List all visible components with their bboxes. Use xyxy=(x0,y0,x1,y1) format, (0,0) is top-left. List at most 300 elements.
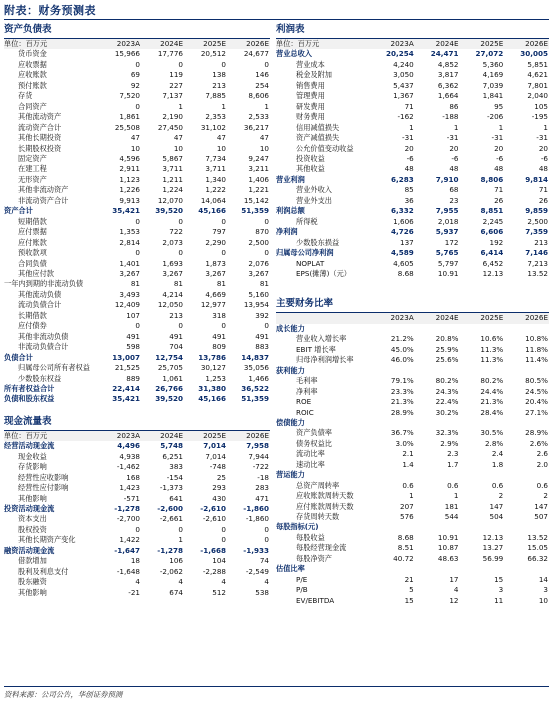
row-label: 利润总额 xyxy=(276,206,305,216)
table-row xyxy=(4,483,270,493)
cell-value: 3,817 xyxy=(437,70,459,80)
cell-value: 24,677 xyxy=(243,49,269,59)
row-label: 其他长期资产变化 xyxy=(18,535,76,545)
row-label: 毛利率 xyxy=(296,376,318,386)
table-row xyxy=(276,334,549,344)
table-row xyxy=(276,512,549,522)
cell-value: 1,401 xyxy=(119,258,140,268)
cell-value: -1,860 xyxy=(245,514,269,524)
cell-value: 2.9% xyxy=(440,438,459,448)
cell-value: 7,520 xyxy=(119,91,140,101)
cell-value: 3,267 xyxy=(119,268,140,278)
table-row xyxy=(4,504,270,514)
year-header: 2023A xyxy=(370,39,415,49)
cell-value: 56.99 xyxy=(482,553,504,563)
table-row xyxy=(4,133,270,143)
cell-value: 9,913 xyxy=(119,195,140,205)
row-label: 存货影响 xyxy=(18,462,47,472)
cell-value: 20,512 xyxy=(200,49,226,59)
cell-value: 12.13 xyxy=(482,268,504,278)
cell-value: 4 xyxy=(178,577,183,587)
row-label: 应付账款 xyxy=(18,237,47,247)
cell-value: 4,589 xyxy=(391,248,414,258)
cell-value: 383 xyxy=(169,462,183,472)
cell-value: 4,496 xyxy=(117,441,140,451)
cell-value: 39,520 xyxy=(155,394,183,404)
table-row xyxy=(276,144,549,154)
cell-value: 13.52 xyxy=(527,268,548,278)
cell-value: 28.9% xyxy=(390,407,414,417)
table-row xyxy=(4,60,270,70)
title-divider xyxy=(4,19,549,20)
table-row xyxy=(4,144,270,154)
cell-value: 27,072 xyxy=(475,49,504,59)
cell-value: 491 xyxy=(212,331,226,341)
row-label: 现金收益 xyxy=(18,451,47,461)
row-label: 合同资产 xyxy=(18,101,47,111)
cell-value: 30,005 xyxy=(520,49,548,59)
cell-value: 4,938 xyxy=(119,451,140,461)
year-header: 2023A xyxy=(98,39,141,49)
cell-value: 13,954 xyxy=(243,300,269,310)
cell-value: 4,214 xyxy=(162,289,183,299)
table-row xyxy=(276,102,549,112)
cell-value: 2.4 xyxy=(491,449,504,459)
cell-value: 883 xyxy=(255,342,269,352)
table-row xyxy=(4,269,270,279)
cell-value: 13,007 xyxy=(112,352,140,362)
cell-value: 4,169 xyxy=(482,70,504,80)
cell-value: 105 xyxy=(534,101,548,111)
cell-value: 20 xyxy=(538,143,548,153)
cell-value: 138 xyxy=(212,70,226,80)
table-row xyxy=(4,123,270,133)
cell-value: 51,359 xyxy=(241,206,269,216)
cell-value: 47 xyxy=(173,133,183,143)
cell-value: 181 xyxy=(444,501,459,511)
cell-value: 1 xyxy=(453,491,459,501)
row-label: 非流动资产合计 xyxy=(18,195,69,205)
header-row xyxy=(276,313,549,323)
row-label: EPS(摊薄)（元） xyxy=(296,268,351,278)
cell-value: -31 xyxy=(536,133,548,143)
cell-value: 1,466 xyxy=(248,373,269,383)
balance-sheet-table xyxy=(4,39,270,405)
header-row xyxy=(4,431,270,441)
row-label: P/B xyxy=(296,585,308,595)
row-label: 流动负债合计 xyxy=(18,300,62,310)
table-row xyxy=(4,91,270,101)
cell-value: 0 xyxy=(221,524,226,534)
cell-value: 71 xyxy=(404,101,414,111)
table-row xyxy=(276,248,549,258)
table-row xyxy=(4,577,270,587)
row-label: 营业外收入 xyxy=(296,185,332,195)
cell-value: 0.6 xyxy=(402,480,414,490)
cell-value: 26,766 xyxy=(155,383,183,393)
cell-value: 0 xyxy=(221,248,226,258)
table-row xyxy=(4,342,270,352)
table-row xyxy=(276,533,549,543)
table-row xyxy=(4,452,270,462)
cell-value: 10.6% xyxy=(480,334,504,344)
row-label: 其他非流动资产 xyxy=(18,185,69,195)
cell-value: 722 xyxy=(169,227,183,237)
cell-value: 10.91 xyxy=(437,268,459,278)
row-label: 归属母公司净利润 xyxy=(276,248,334,258)
cell-value: 10.8% xyxy=(525,334,548,344)
row-label: 股权投资 xyxy=(18,524,47,534)
cell-value: 2,245 xyxy=(482,216,504,226)
cell-value: 5,437 xyxy=(393,80,414,90)
cell-value: 12,050 xyxy=(157,300,183,310)
cell-value: -1,933 xyxy=(243,545,269,555)
row-label: 总资产周转率 xyxy=(296,480,340,490)
cell-value: 25.6% xyxy=(435,355,459,365)
cell-value: 0 xyxy=(135,524,140,534)
header-row xyxy=(4,39,270,49)
cell-value: 11.4% xyxy=(525,355,548,365)
ratio-group-row xyxy=(276,470,549,480)
table-row xyxy=(4,394,270,404)
row-label: 销售费用 xyxy=(296,80,325,90)
year-header: 2024E xyxy=(141,39,184,49)
ratio-group-row xyxy=(276,522,549,532)
row-label: 其他长期投资 xyxy=(18,133,62,143)
table-row xyxy=(276,502,549,512)
cell-value: 2,911 xyxy=(119,164,140,174)
cell-value: 10 xyxy=(173,143,183,153)
cell-value: 6,606 xyxy=(480,227,504,237)
table-row xyxy=(276,460,549,470)
row-label: 资本支出 xyxy=(18,514,47,524)
cell-value: 1,422 xyxy=(119,535,140,545)
cell-value: 7,146 xyxy=(525,248,548,258)
cell-value: 47 xyxy=(216,133,226,143)
cell-value: 0 xyxy=(264,524,269,534)
cell-value: 22,414 xyxy=(112,383,140,393)
cell-value: 48 xyxy=(404,164,414,174)
cell-value: 48 xyxy=(538,164,548,174)
cell-value: 25.9% xyxy=(435,344,459,354)
row-label: 借款增加 xyxy=(18,556,47,566)
cell-value: 2.3 xyxy=(447,449,459,459)
cell-value: -1,668 xyxy=(200,545,226,555)
ratio-group-row xyxy=(276,418,549,428)
cell-value: -6 xyxy=(406,153,414,163)
cell-value: 15.05 xyxy=(527,543,548,553)
cell-value: 2.8% xyxy=(484,438,504,448)
row-label: 应付账款周转天数 xyxy=(296,501,354,511)
cell-value: -154 xyxy=(166,472,183,482)
cell-value: 1 xyxy=(409,491,414,501)
cell-value: 25,705 xyxy=(157,363,183,373)
row-label: 每股收益 xyxy=(296,532,325,542)
cell-value: 870 xyxy=(255,227,269,237)
cell-value: 7,734 xyxy=(205,153,226,163)
cell-value: 1,367 xyxy=(393,91,414,101)
cell-value: 12,977 xyxy=(200,300,226,310)
cell-value: 0 xyxy=(221,59,226,69)
cell-value: 293 xyxy=(212,483,226,493)
cell-value: -206 xyxy=(486,112,504,122)
cell-value: 507 xyxy=(534,512,548,522)
row-label: 一年内到期的非流动负债 xyxy=(4,279,84,289)
cell-value: 504 xyxy=(489,512,504,522)
cell-value: 2,076 xyxy=(248,258,269,268)
cell-value: 10 xyxy=(259,143,269,153)
cell-value: 92 xyxy=(130,80,140,90)
table-row xyxy=(276,355,549,365)
cell-value: 20 xyxy=(404,143,414,153)
cell-value: 22.4% xyxy=(435,397,459,407)
table-row xyxy=(276,238,549,248)
year-header: 2023A xyxy=(370,313,415,323)
cell-value: 4,726 xyxy=(391,227,414,237)
cell-value: 7,944 xyxy=(248,451,269,461)
cell-value: -31 xyxy=(446,133,459,143)
cell-value: 213 xyxy=(169,310,183,320)
cell-value: -2,700 xyxy=(116,514,140,524)
cell-value: 71 xyxy=(494,185,504,195)
table-row xyxy=(4,154,270,164)
cell-value: 0 xyxy=(135,216,140,226)
cell-value: 36,217 xyxy=(243,122,269,132)
cell-value: 1,224 xyxy=(162,185,183,195)
header-row xyxy=(276,39,549,49)
cell-value: 3 xyxy=(498,585,504,595)
row-label: 短期借款 xyxy=(18,216,47,226)
row-label: 长期借款 xyxy=(18,310,47,320)
cell-value: 2.1 xyxy=(402,449,414,459)
cell-value: 318 xyxy=(212,310,226,320)
cell-value: 172 xyxy=(444,237,459,247)
year-header: 2023A xyxy=(98,431,141,441)
table-row xyxy=(276,81,549,91)
cell-value: 1.4 xyxy=(402,459,414,469)
cell-value: 7,958 xyxy=(246,441,269,451)
cell-value: 1 xyxy=(409,122,414,132)
table-row xyxy=(276,133,549,143)
cell-value: 51,359 xyxy=(241,394,269,404)
cell-value: 0 xyxy=(264,248,269,258)
row-label: 营业外支出 xyxy=(296,195,332,205)
row-label: 固定资产 xyxy=(18,153,47,163)
cell-value: 15 xyxy=(494,574,504,584)
row-label: 归属母公司所有者权益 xyxy=(18,363,90,373)
cell-value: 1 xyxy=(178,535,183,545)
cell-value: 25 xyxy=(216,472,226,482)
cell-value: 0 xyxy=(135,321,140,331)
table-row xyxy=(276,185,549,195)
cell-value: -1,278 xyxy=(114,504,140,514)
cell-value: -1,278 xyxy=(157,545,183,555)
cell-value: 15,966 xyxy=(114,49,140,59)
row-label: 每股经营现金流 xyxy=(296,543,347,553)
cell-value: 0 xyxy=(178,248,183,258)
row-label: 预收款项 xyxy=(18,248,47,258)
cell-value: 14 xyxy=(538,574,548,584)
row-label: 所有者权益合计 xyxy=(4,383,55,393)
table-row xyxy=(4,248,270,258)
cell-value: 3,211 xyxy=(248,164,269,174)
cell-value: 104 xyxy=(212,556,226,566)
cell-value: 24.5% xyxy=(525,386,548,396)
cell-value: 8.68 xyxy=(397,268,414,278)
cell-value: 45.0% xyxy=(390,344,414,354)
cell-value: -162 xyxy=(397,112,414,122)
table-row xyxy=(4,546,270,556)
table-row xyxy=(4,494,270,504)
cell-value: 2.6 xyxy=(536,449,548,459)
cell-value: 797 xyxy=(212,227,226,237)
cell-value: 6,452 xyxy=(482,258,504,268)
cell-value: 45,166 xyxy=(198,206,226,216)
cell-value: -18 xyxy=(257,472,269,482)
cell-value: 6,251 xyxy=(162,451,183,461)
cell-value: 4,605 xyxy=(393,258,414,268)
table-row xyxy=(4,290,270,300)
cell-value: 32.3% xyxy=(435,428,459,438)
cell-value: 392 xyxy=(255,310,269,320)
row-label: 信用减值损失 xyxy=(296,122,340,132)
cell-value: 48 xyxy=(449,164,459,174)
row-label: 应收票据 xyxy=(18,59,47,69)
table-row xyxy=(276,154,549,164)
ratios-table xyxy=(276,313,549,606)
table-row xyxy=(4,49,270,59)
table-row xyxy=(4,238,270,248)
table-row xyxy=(4,384,270,394)
row-label: EV/EBITDA xyxy=(296,595,335,605)
cell-value: 2,073 xyxy=(162,237,183,247)
cell-value: 11.8% xyxy=(525,344,548,354)
cell-value: 79.1% xyxy=(390,376,414,386)
cell-value: 13,786 xyxy=(198,352,226,362)
cell-value: 2 xyxy=(498,491,504,501)
cell-value: 26 xyxy=(494,195,504,205)
row-label: 负债和股东权益 xyxy=(4,394,55,404)
cell-value: 1 xyxy=(453,122,459,132)
row-label: 无形资产 xyxy=(18,174,47,184)
cell-value: 85 xyxy=(404,185,414,195)
cell-value: 20 xyxy=(494,143,504,153)
cell-value: 4,669 xyxy=(205,289,226,299)
table-row xyxy=(4,175,270,185)
table-row xyxy=(276,217,549,227)
year-header: 2025E xyxy=(460,313,505,323)
cell-value: 641 xyxy=(169,493,183,503)
cell-value: 1,693 xyxy=(162,258,183,268)
cell-value: -21 xyxy=(128,587,140,597)
table-row xyxy=(4,81,270,91)
cell-value: -1,462 xyxy=(116,462,140,472)
cell-value: 146 xyxy=(255,70,269,80)
ratio-group-row xyxy=(276,324,549,334)
table-row xyxy=(4,206,270,216)
table-row xyxy=(276,123,549,133)
cell-value: -2,288 xyxy=(202,566,226,576)
cell-value: 1,211 xyxy=(162,174,183,184)
cell-value: 192 xyxy=(489,237,504,247)
cell-value: 35,056 xyxy=(243,363,269,373)
cell-value: 2 xyxy=(543,491,548,501)
row-label: 净利率 xyxy=(296,386,318,396)
cell-value: 12.13 xyxy=(482,532,504,542)
cell-value: 30.5% xyxy=(480,428,504,438)
cell-value: 106 xyxy=(169,556,183,566)
row-label: 其他影响 xyxy=(18,493,47,503)
cell-value: 71 xyxy=(538,185,548,195)
cell-value: 1,353 xyxy=(119,227,140,237)
cell-value: 0 xyxy=(178,321,183,331)
row-label: 管理费用 xyxy=(296,91,325,101)
table-row xyxy=(276,449,549,459)
cell-value: 471 xyxy=(255,493,269,503)
table-row xyxy=(276,175,549,185)
cell-value: 4 xyxy=(453,585,459,595)
cell-value: 8,606 xyxy=(248,91,269,101)
cell-value: 5,765 xyxy=(435,248,459,258)
table-row xyxy=(4,196,270,206)
cell-value: -2,610 xyxy=(200,504,226,514)
cell-value: 6,414 xyxy=(480,248,504,258)
cell-value: 2,018 xyxy=(437,216,459,226)
cell-value: 1,664 xyxy=(437,91,459,101)
cell-value: 7,213 xyxy=(527,258,548,268)
footer-divider xyxy=(4,686,549,687)
cell-value: 39,520 xyxy=(155,206,183,216)
cell-value: 69 xyxy=(130,70,140,80)
table-row xyxy=(276,397,549,407)
cell-value: 12,409 xyxy=(114,300,140,310)
cell-value: 512 xyxy=(212,587,226,597)
cell-value: 4,596 xyxy=(119,153,140,163)
table-row xyxy=(276,585,549,595)
cell-value: 14,064 xyxy=(200,195,226,205)
table-row xyxy=(4,217,270,227)
cell-value: 3.0% xyxy=(395,438,414,448)
table-row xyxy=(276,196,549,206)
row-label: ROE xyxy=(296,397,312,407)
cell-value: 254 xyxy=(255,80,269,90)
table-row xyxy=(4,514,270,524)
cell-value: 598 xyxy=(126,342,140,352)
cell-value: 66.32 xyxy=(527,553,548,563)
cell-value: 4,621 xyxy=(527,70,548,80)
table-row xyxy=(4,525,270,535)
row-label: 公允价值变动收益 xyxy=(296,143,354,153)
row-label: 其他影响 xyxy=(18,587,47,597)
cell-value: 95 xyxy=(494,101,504,111)
year-header: 2024E xyxy=(141,431,184,441)
cell-value: 31,102 xyxy=(200,122,226,132)
cell-value: 28.9% xyxy=(525,428,548,438)
table-row xyxy=(276,376,549,386)
year-header: 2025E xyxy=(460,39,505,49)
table-row xyxy=(4,321,270,331)
left-column xyxy=(4,22,270,598)
cell-value: 15 xyxy=(404,595,414,605)
row-label: 在建工程 xyxy=(18,164,47,174)
row-label: 应收账款周转天数 xyxy=(296,491,354,501)
table-row xyxy=(4,259,270,269)
table-row xyxy=(276,481,549,491)
table-row xyxy=(276,112,549,122)
year-header: 2025E xyxy=(184,431,227,441)
cell-value: -188 xyxy=(442,112,459,122)
cell-value: 6,332 xyxy=(391,206,414,216)
